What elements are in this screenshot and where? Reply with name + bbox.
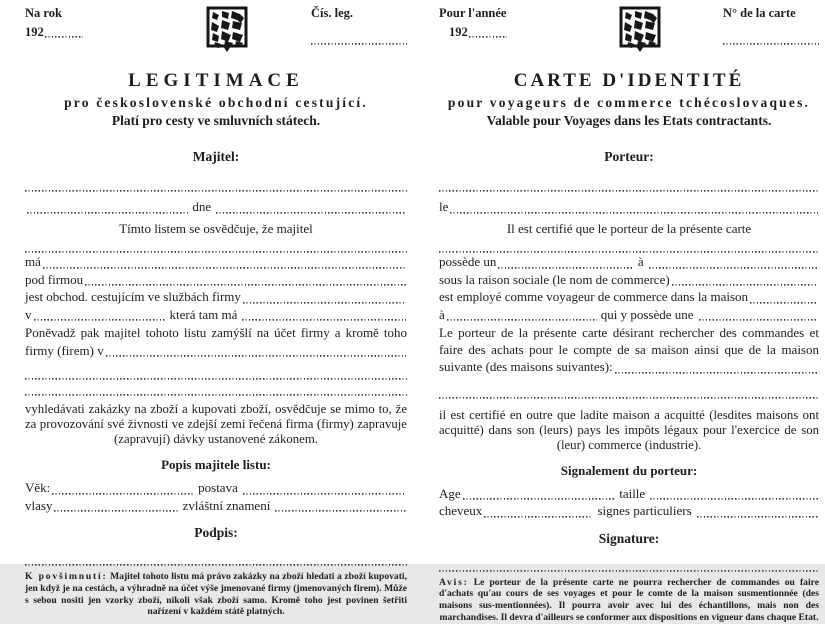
signature-heading-cz: Podpis: [194, 525, 238, 540]
fill-line [25, 385, 407, 396]
fill-line [498, 258, 633, 269]
year-block-cz [25, 6, 143, 40]
document-title-cz: LEGITIMACE [128, 70, 304, 91]
paragraph-line: (zapravují) dávky ustanovené zákonem. [114, 432, 318, 446]
document-validity-cz: Platí pro cesty ve smluvních státech. [111, 113, 321, 128]
date-fill-line [216, 203, 406, 214]
notice-cz [25, 571, 407, 618]
notice-fr [439, 577, 819, 624]
field-line-employed: est employé comme voyageur de commerce dans la maison [439, 288, 819, 306]
description-heading-fr: Signalement du porteur: [560, 462, 698, 478]
field-line-age-height: Age taille [439, 485, 819, 503]
fill-line [85, 275, 406, 286]
field-line-following-houses: suivante (des maisons suivantes): [439, 358, 819, 376]
notice-text-cz: Majitel tohoto listu má právo zakázky na zboží hledati a zboží kupovati, jen když je na cestách, a výhradně na účet výše jmenované firmy (jmenovaných firem). Může s sebou nositi jen vzorky zboží, nikoli však zboží samo. Kromě toho jest povinen šetřiti nařízení v každém státě platných. [25, 571, 407, 618]
signature-fill-line [439, 561, 819, 572]
card-number-fill-line [723, 35, 819, 45]
holder-name-fill-line [439, 181, 819, 192]
fill-line [43, 258, 406, 269]
signature-heading-fr: Signature: [598, 530, 660, 546]
document-subtitle-fr: pour voyageurs de commerce tchécoslovaques. [447, 95, 811, 110]
fill-line [52, 484, 194, 495]
fill-line [275, 501, 406, 512]
paragraph-line: vyhledávati zakázky na zboží a kupovati zboží, osvědčuje se mimo to, že [25, 402, 407, 416]
paragraph-line: acquitté) dans son (leurs) pays les impôts légaux pour l'exercice de son [439, 422, 819, 437]
signature-fill-line [25, 555, 407, 566]
fill-line [697, 507, 818, 518]
czech-header [25, 6, 407, 58]
fill-line [242, 310, 406, 321]
year-label: Pour l'année [439, 6, 507, 20]
document-title-fr: CARTE D'IDENTITÉ [513, 70, 745, 91]
french-column [412, 0, 825, 623]
date-label: dne [192, 199, 212, 214]
field-line-in-which: v která tam má [25, 306, 407, 324]
attestation-line-cz: Tímto listem se osvědčuje, že majitel [119, 220, 313, 236]
fill-line [672, 275, 818, 286]
fill-line [439, 388, 819, 399]
fill-line [243, 484, 406, 495]
paragraph-certify-cz [25, 402, 407, 447]
fill-line [484, 507, 593, 518]
fill-line [463, 489, 616, 500]
fill-line [649, 258, 818, 269]
field-line-owns: possède un à [439, 253, 819, 271]
year-prefix: 192 [449, 25, 468, 39]
french-header [439, 6, 819, 58]
card-number-label: Čís. leg. [311, 6, 354, 20]
fill-line [750, 293, 818, 304]
fill-line [439, 242, 819, 253]
paragraph-line: il est certifié en outre que ladite maison a acquitté (lesdites maisons ont [439, 407, 819, 422]
fill-line [25, 242, 407, 253]
holder-heading-fr: Porteur: [604, 149, 654, 164]
year-label: Na rok [25, 6, 62, 20]
paragraph-line: za provozování své živnosti ve zdejší zemi řečená firma (firmy) zapravuje [25, 417, 407, 431]
place-date-line [25, 198, 407, 216]
field-line-hair-marks: vlasy zvláštní znamení [25, 497, 407, 515]
fill-line [106, 346, 406, 357]
fill-line [699, 310, 818, 321]
fill-line [25, 369, 407, 380]
paragraph-intent-fr [439, 325, 819, 376]
fill-line [54, 501, 178, 512]
field-line-trade-name: sous la raison sociale (le nom de commerce) [439, 271, 819, 289]
fill-line [447, 310, 597, 321]
place-fill-line [27, 203, 188, 214]
field-line-firms-in: firmy (firem) v [25, 342, 407, 360]
paragraph-line: Le porteur de la présente carte désirant rechercher des commandes et [439, 325, 819, 340]
notice-label-fr: Avis: [439, 576, 469, 588]
fill-line [243, 293, 406, 304]
document-subtitle-cz: pro československé obchodní cestující. [64, 95, 368, 110]
field-line-at-which-owns: à qui y possède une [439, 306, 819, 324]
card-number-fill-line [311, 35, 407, 45]
document-validity-fr: Valable pour Voyages dans les Etats contractants. [486, 113, 772, 128]
field-line-age-build: Věk: postava [25, 479, 407, 497]
holder-name-fill-line [25, 181, 407, 192]
year-prefix: 192 [25, 25, 44, 39]
field-line-hair-marks-fr: cheveux signes particuliers [439, 502, 819, 520]
date-line-fr [439, 198, 819, 216]
fill-line [650, 489, 818, 500]
attestation-line-fr: Il est certifié que le porteur de la présente carte [506, 220, 752, 236]
year-fill-line [469, 28, 507, 38]
coat-of-arms-stamp [619, 6, 661, 57]
card-number-block-fr [723, 6, 819, 45]
fill-line [615, 363, 818, 374]
coat-of-arms-stamp [206, 6, 248, 57]
field-line-has: má [25, 253, 407, 271]
year-fill-line [45, 28, 83, 38]
field-line-under-firm: pod firmou [25, 271, 407, 289]
czech-column [0, 0, 412, 618]
field-line-traveller: jest obchod. cestujícím ve službách firmy [25, 288, 407, 306]
date-label: le [439, 199, 449, 214]
holder-heading-cz: Majitel: [192, 149, 240, 164]
date-fill-line [450, 203, 818, 214]
description-heading-cz: Popis majitele listu: [161, 457, 271, 472]
paragraph-intent-cz [25, 325, 407, 359]
year-block-fr [439, 6, 557, 40]
notice-text-fr: Le porteur de la présente carte ne pourra rechercher de commandes ou faire d'achats qu'au cours de ses voyages et pour le comte de la maison susmentionnée (des maisons sus-mentionnées). Il pourra avoir avec lui des échantillons, mais non des marchandises. Il devra d'ailleurs se conformer aux dispositions en vigueur dans chaque Etat. [439, 576, 819, 623]
paragraph-certify-fr [439, 408, 819, 453]
card-number-label: N° de la carte [723, 6, 796, 20]
paragraph-line: (leur) commerce (industrie). [556, 437, 702, 452]
notice-label-cz: K povšimnutí: [25, 571, 108, 582]
paragraph-line: Poněvadž pak majitel tohoto listu zamýšlí na účet firmy a kromě toho [25, 325, 407, 340]
fill-line [34, 310, 166, 321]
paragraph-line: faire des achats pour le compte de sa maison ainsi que de la maison [439, 341, 819, 357]
card-number-block-cz [311, 6, 407, 45]
